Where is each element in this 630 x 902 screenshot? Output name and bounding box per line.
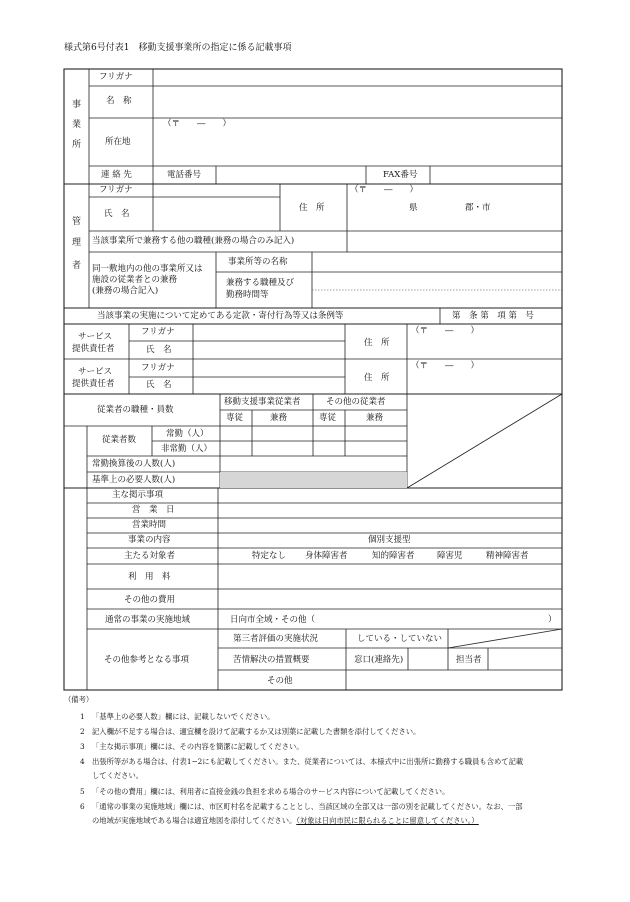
service-mgr-1-role-2: 提供責任者: [72, 344, 115, 354]
third-party-label: 第三者評価の実施状況: [233, 634, 319, 644]
note-6-underlined: （対象は日向市民に限られることに留意してください。）: [296, 816, 479, 825]
office-phone-label: 電話番号: [167, 170, 202, 180]
office-section-label-1: 事: [72, 100, 82, 110]
notice-label: 主な掲示事項: [112, 490, 164, 500]
note-4-continued: してください。: [92, 771, 144, 780]
target-option-none[interactable]: 特定なし: [252, 551, 287, 561]
staff-header: 従業者の職種・員数: [97, 405, 174, 415]
manager-section-label-1: 管: [72, 217, 82, 227]
note-6-number: 6: [80, 802, 85, 811]
content-value: 個別支援型: [368, 535, 411, 545]
service-mgr-2-postal: （〒 ― ）: [411, 361, 480, 371]
job-hours-label-1: 兼務する職種及び: [226, 278, 295, 288]
office-fax-label: FAX番号: [383, 170, 418, 180]
note-4-number: 4: [80, 757, 85, 766]
note-3-text: 「主な掲示事項」欄には、その内容を簡潔に記載してください。: [92, 742, 304, 751]
page-title: 様式第6号付表1 移動支援事業所の指定に係る記載事項: [64, 43, 292, 53]
other-ref-label: その他参考となる事項: [104, 655, 190, 665]
target-option-intellectual[interactable]: 知的障害者: [372, 551, 415, 561]
manager-section-label-3: 者: [72, 261, 82, 271]
note-5-number: 5: [80, 787, 85, 796]
target-label: 主たる対象者: [124, 551, 176, 561]
staff-group-a: 移動支援事業従業者: [224, 397, 301, 407]
staff-group-b: その他の従業者: [326, 397, 386, 407]
service-mgr-1-furigana: フリガナ: [141, 327, 175, 337]
third-party-value[interactable]: している・していない: [357, 634, 443, 644]
fee-label: 利 用 料: [128, 572, 171, 582]
office-name-field[interactable]: [154, 87, 561, 117]
staff-fulltime-label: 常勤（人）: [166, 429, 209, 439]
note-6-continued-text: の地域が実施地域である場合は適宜地図を添付してください。: [92, 816, 297, 825]
facility-name-label: 事業所等の名称: [228, 257, 288, 267]
note-4-text: 出張所等がある場合は、付表1−2にも記載してください。また、従業者については、本様式中に出張所に勤務する職員も含めて記載: [92, 757, 524, 766]
service-mgr-1-name: 氏 名: [146, 345, 172, 355]
staff-b-dedicated: 専従: [319, 413, 337, 423]
office-name-label: 名 称: [106, 96, 132, 106]
office-postal: （〒 ― ）: [163, 119, 232, 129]
hours-label: 営業時間: [132, 520, 167, 530]
note-5-text: 「その他の費用」欄には、利用者に直接金銭の負担を求める場合のサービス内容について記載してください。: [92, 787, 450, 796]
office-address-field[interactable]: [154, 130, 561, 165]
manager-furigana-label: フリガナ: [99, 185, 133, 195]
area-close: ）: [548, 615, 557, 625]
manager-concurrent-label-1: 同一敷地内の他の事業所又は: [92, 264, 203, 274]
target-option-child[interactable]: 障害児: [437, 551, 463, 561]
note-1-text: 「基準上の必要人数」欄には、記載しないでください。: [92, 712, 275, 721]
office-address-label: 所在地: [105, 137, 131, 147]
note-3-number: 3: [80, 742, 85, 751]
manager-concurrent-label-3: (兼務の場合記入): [92, 286, 159, 296]
staff-parttime-label: 非常勤（人）: [161, 444, 213, 454]
service-mgr-2-name: 氏 名: [146, 380, 172, 390]
staff-a-dedicated: 専従: [226, 413, 244, 423]
staff-a-concurrent: 兼務: [270, 413, 288, 423]
required-shaded-cell: [220, 472, 407, 488]
regulation-article[interactable]: 第 条 第 項 第 号: [452, 311, 534, 321]
office-fax-field[interactable]: [431, 167, 561, 183]
service-mgr-1-role-1: サービス: [78, 332, 113, 342]
other-fee-label: その他の費用: [124, 595, 176, 605]
manager-city: 郡・市: [465, 203, 491, 213]
others-label: その他: [267, 676, 293, 686]
person-label: 担当者: [456, 655, 482, 665]
manager-address-label: 住 所: [299, 203, 325, 213]
staff-count-label: 従業者数: [102, 435, 137, 445]
service-mgr-2-furigana: フリガナ: [141, 363, 175, 373]
manager-other-job-label: 当該事業所で兼務する他の職種(兼務の場合のみ記入): [92, 236, 295, 246]
note-6-continued: [92, 817, 479, 824]
manager-section-label-2: 理: [72, 238, 82, 248]
note-2-text: 記入欄が不足する場合は、適宜欄を設けて記載するか又は別葉に記載した書類を添付してください。: [92, 727, 421, 736]
days-label: 営 業 日: [132, 505, 175, 515]
service-mgr-1-address: 住 所: [364, 338, 390, 348]
service-mgr-2-address: 住 所: [364, 373, 390, 383]
manager-pref: 県: [409, 203, 418, 213]
office-furigana-label: フリガナ: [99, 72, 133, 82]
office-section-label-2: 業: [72, 120, 82, 130]
notes-heading: （備考）: [64, 695, 94, 704]
manager-name-label: 氏 名: [104, 209, 130, 219]
window-label: 窓口(連絡先): [354, 655, 404, 665]
office-section-label-3: 所: [72, 140, 82, 150]
note-6-text: 「通常の事業の実施地域」欄には、市区町村名を記載することとし、当該区域の全部又は一部の別を記載してください。なお、一部: [92, 802, 523, 811]
office-furigana-field[interactable]: [154, 70, 561, 85]
manager-postal: （〒 ― ）: [350, 185, 419, 195]
office-phone-field[interactable]: [217, 167, 365, 183]
manager-concurrent-label-2: 施設の従業者との兼務: [92, 275, 178, 285]
regulation-label: 当該事業の実施について定めてある定款・寄付行為等又は条例等: [97, 311, 344, 321]
service-mgr-2-role-2: 提供責任者: [72, 379, 115, 389]
content-label: 事業の内容: [128, 535, 171, 545]
target-option-physical[interactable]: 身体障害者: [305, 551, 348, 561]
area-label: 通常の事業の実施地域: [105, 615, 191, 625]
complaint-label: 苦情解決の措置概要: [233, 655, 310, 665]
office-contact-label: 連 絡 先: [101, 170, 132, 180]
staff-b-concurrent: 兼務: [366, 413, 384, 423]
staff-fte-label: 常勤換算後の人数(人): [92, 459, 176, 469]
job-hours-label-2: 勤務時間等: [226, 290, 269, 300]
note-2-number: 2: [80, 727, 85, 736]
note-1-number: 1: [80, 712, 85, 721]
target-option-mental[interactable]: 精神障害者: [486, 551, 529, 561]
service-mgr-1-postal: （〒 ― ）: [411, 326, 480, 336]
staff-required-label: 基準上の必要人数(人): [92, 475, 176, 485]
area-value[interactable]: 日向市全域・その他（: [230, 615, 316, 625]
service-mgr-2-role-1: サービス: [78, 367, 113, 377]
